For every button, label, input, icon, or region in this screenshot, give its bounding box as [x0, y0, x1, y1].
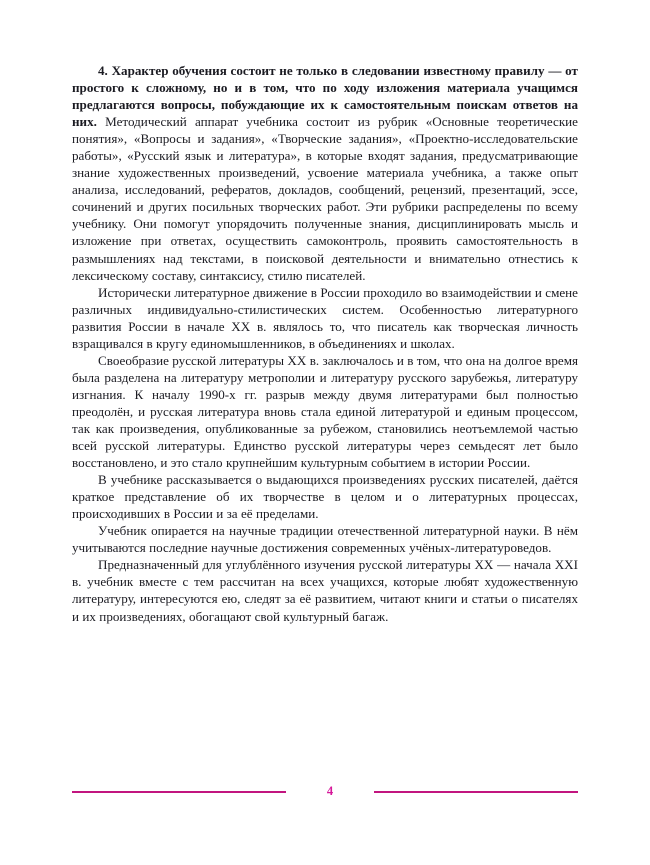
- page-text-column: [72, 62, 578, 625]
- footer-rule-right: [374, 791, 578, 793]
- paragraph-1-body: Методический аппарат учебника состоит из рубрик «Основные теоретические понятия», «Вопросы и задания», «Творческие задания», «Проектно-исследовательские работы», «Русский язык и литература», в которые входят задания, предусматривающие знание художественных произведений, усвоение материала учебника, а также опыт анализа, исследований, рефератов, докладов, сообщений, рецензий, презентаций, эссе, сочинений и других посильных творческих работ. Эти рубрики распределены по всему учебнику. Они помогут упорядочить полученные знания, дисциплинировать мысль и изложение при ответах, осуществить самоконтроль, проявить самостоятельность в размышлениях над текстами, в поисковой деятельности и внимательно отнестись к лексическому составу, синтаксису, стилю писателей.: [72, 114, 578, 283]
- paragraph-6: Предназначенный для углублённого изучения русской литературы XX — начала XXI в. учебник вместе с тем рассчитан на всех учащихся, которые любят художественную литературу, интересуются ею, следят за её развитием, читают книги и статьи о писателях и их произведениях, обогащают свой культурный багаж.: [72, 557, 578, 624]
- paragraph-4: В учебнике рассказывается о выдающихся произведениях русских писателей, даётся краткое представление об их творчестве в целом и о литературных процессах, происходивших в России и за её пределами.: [72, 472, 578, 522]
- paragraph-2: Исторически литературное движение в России проходило во взаимодействии и смене различных индивидуально-стилистических систем. Особенностью литературного развития России в начале XX в. являлось то, что писатель как творческая личность взращивался в кругу единомышленников, в объединениях и школах.: [72, 284, 578, 351]
- paragraph-5: Учебник опирается на научные традиции отечественной литературной науки. В нём учитываются последние научные достижения современных учёных-литературоведов.: [72, 523, 578, 556]
- page-number: 4: [326, 784, 334, 798]
- paragraph-1: [72, 62, 578, 284]
- paragraph-3: Своеобразие русской литературы XX в. заключалось и в том, что она на долгое время была разделена на литературу метрополии и литературу русского зарубежья, литературу изгнания. К началу 1990-х гг. разрыв между двумя литературами был полностью преодолён, и русская литература вновь стала единой литературой и единым процессом, так как произведения, опубликованные за рубежом, становились неотъемлемой частью всей русской литературы. Единство русской литературы через семьдесят лет было восстановлено, и это стало крупнейшим культурным событием в истории России.: [72, 352, 578, 471]
- footer-rule-left: [72, 791, 286, 793]
- paragraph-1-lead: 4. Характер обучения состоит не только в следовании известному правилу — от простого к сложному, но и в том, что по ходу изложения материала учащимся предлагаются вопросы, побуждающие их к самостоятельным поискам ответов на них.: [72, 63, 578, 130]
- page-footer: [0, 782, 650, 804]
